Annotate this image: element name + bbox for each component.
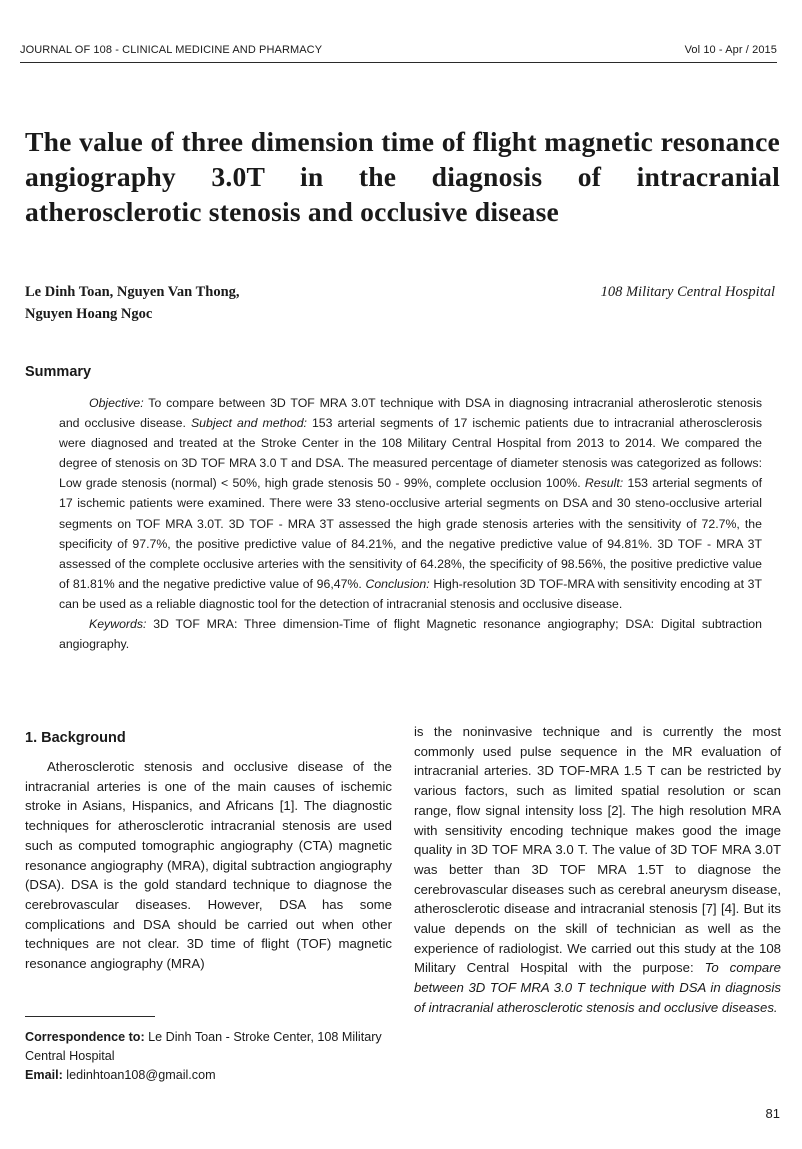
result-label: Result: bbox=[584, 476, 624, 491]
running-header bbox=[20, 44, 777, 56]
author-line-1: Le Dinh Toan, Nguyen Van Thong, bbox=[25, 284, 240, 300]
correspondence-text: Le Dinh Toan - Stroke Center, 108 Military Central Hospital bbox=[25, 1030, 382, 1063]
result-text: 153 arterial segments of 17 ischemic patients were examined. There were 33 steno-occlusive arterial segments on DSA and 30 steno-occlusive arterial segments on TOF MRA 3.0T. 3D TOF - MRA 3T assessed the high grade stenosis arteries with the sensitivity of 72.7%, the specificity of 97.7%, the positive predictive value of 84.21%, and the negative predictive value of 94.81%. 3D TOF - MRA 3T assessed of the complete occlusive arteries with the sensitivity of 64.28%, the specificity of 98.56%, the positive predictive value of 81.81% and the negative predictive value of 96,47%. bbox=[59, 476, 762, 591]
email-line bbox=[25, 1066, 395, 1085]
header-divider bbox=[20, 62, 777, 63]
correspondence-label: Correspondence to: bbox=[25, 1030, 145, 1044]
summary-heading: Summary bbox=[25, 364, 92, 380]
method-label: Subject and method: bbox=[190, 416, 307, 431]
correspondence-line bbox=[25, 1028, 395, 1066]
conclusion-text: High-resolution 3D TOF-MRA with sensitivity encoding at 3T can be used as a reliable diagnostic tool for the detection of intracranial stenosis and occlusive disease. bbox=[59, 576, 762, 611]
author-line-2: Nguyen Hoang Ngoc bbox=[25, 306, 153, 322]
affiliation: 108 Military Central Hospital bbox=[600, 284, 775, 300]
keywords bbox=[59, 614, 762, 654]
background-paragraph-right bbox=[414, 722, 781, 1018]
issue-info: Vol 10 - Apr / 2015 bbox=[684, 44, 777, 56]
email-address: ledinhtoan108@gmail.com bbox=[62, 1068, 216, 1082]
correspondence-footnote bbox=[25, 1028, 395, 1085]
objective-text: To compare between 3D TOF MRA 3.0T technique with DSA in diagnosing intracranial atheroslerotic stenosis and occlusive disease. bbox=[59, 396, 762, 431]
email-label: Email: bbox=[25, 1068, 63, 1082]
author-list bbox=[25, 281, 240, 325]
method-text: 153 arterial segments of 17 ischemic patients due to intracranial atherosclerosis were diagnosed and treated at the Stroke Center in the 108 Military Central Hospital from 2013 to 2014. We compared the degree of stenosis on 3D TOF MRA 3.0 T and DSA. The measured percentage of diameter stenosis was categorized as follows: Low grade stenosis (normal) < 50%, high grade stenosis 50 - 99%, complete occlusion 100%. bbox=[59, 416, 762, 491]
keywords-text: 3D TOF MRA: Three dimension-Time of flight Magnetic resonance angiography; DSA: Digital subtraction angiography. bbox=[59, 617, 762, 652]
keywords-label: Keywords: bbox=[89, 617, 147, 632]
journal-name: JOURNAL OF 108 - CLINICAL MEDICINE AND PHARMACY bbox=[20, 44, 323, 56]
study-purpose: To compare between 3D TOF MRA 3.0 T technique with DSA in diagnosis of intracranial atherosclerotic stenosis and occlusive diseases. bbox=[414, 960, 781, 1015]
background-heading: 1. Background bbox=[25, 730, 126, 746]
abstract bbox=[59, 393, 762, 654]
background-paragraph-left: Atherosclerotic stenosis and occlusive disease of the intracranial arteries is one of the main causes of ischemic stroke in Asians, Hispanics, and Africans [1]. The diagnostic techniques for atherosclerotic intracranial stenosis are used such as computed tomographic angiography (CTA) magnetic resonance angiography (MRA), digital subtraction angiography (DSA). DSA is the gold standard technique to diagnose the cerebrovascular diseases. However, DSA has some complications and DSA should be carried out when other techniques are not clear. 3D time of flight (TOF) magnetic resonance angiography (MRA) bbox=[25, 759, 392, 972]
article-title: The value of three dimension time of flight magnetic resonance angiography 3.0T in the diagnosis of intracranial atherosclerotic stenosis and occlusive disease bbox=[25, 126, 780, 227]
right-column bbox=[414, 722, 781, 1018]
footnote-divider bbox=[25, 1016, 155, 1017]
abstract-body bbox=[59, 393, 762, 614]
page-number: 81 bbox=[765, 1106, 780, 1121]
objective-label: Objective: bbox=[89, 396, 144, 410]
conclusion-label: Conclusion: bbox=[365, 576, 430, 591]
background-right-text: is the noninvasive technique and is currently the most commonly used pulse sequence in the MR evaluation of intracranial arteries. 3D TOF-MRA 1.5 T can be restricted by various factors, such as limited spatial resolution or scan range, flow signal intensity loss [2]. The high resolution MRA with sensitivity encoding technique makes good the image quality in 3D TOF MRA 3.0 T. The value of 3D TOF MRA 3.0T was better than 3D TOF MRA 1.5T to diagnose the cerebrovascular diseases such as cerebral aneurysm disease, atherosclerotic disease and intracranial stenosis [7] [4]. But its value depends on the skill of technician as well as the experience of radiologist. We carried out this study at the 108 Military Central Hospital with the purpose: bbox=[414, 724, 781, 976]
left-column bbox=[25, 728, 392, 974]
